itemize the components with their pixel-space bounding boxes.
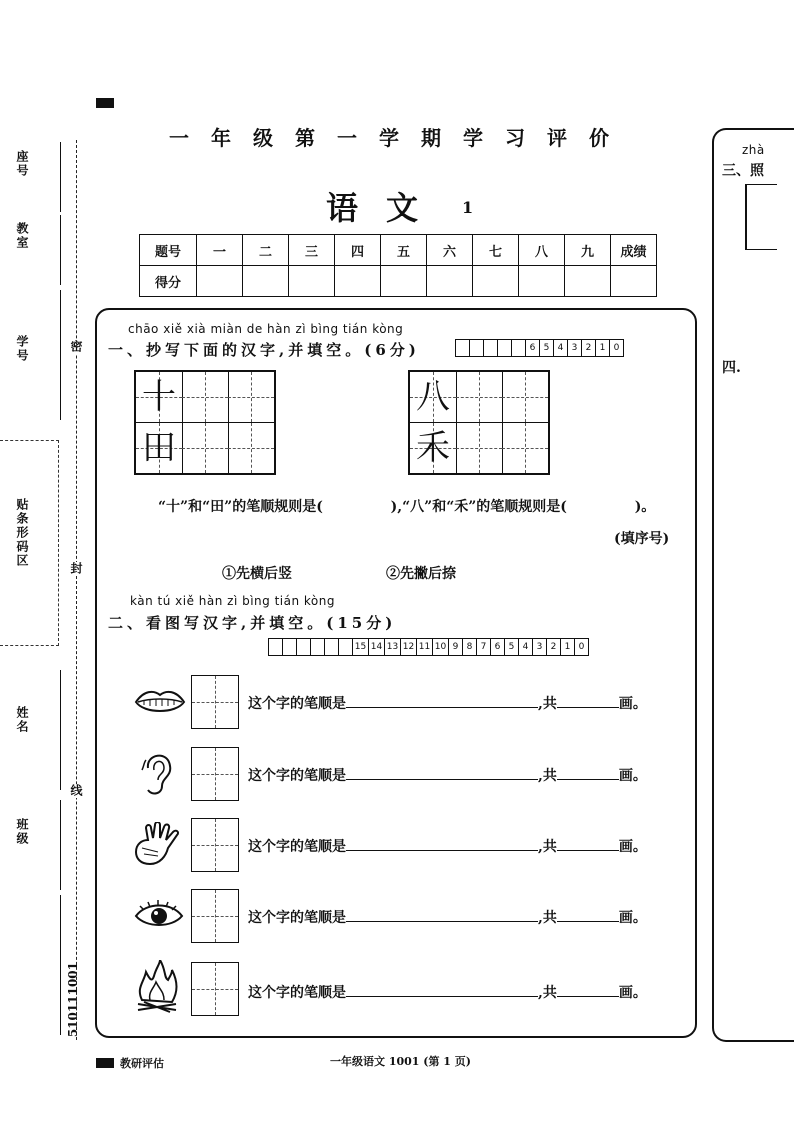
q1-grid-right xyxy=(408,370,550,475)
score-col-total: 成绩 xyxy=(611,235,657,266)
grid-cell[interactable] xyxy=(228,423,274,473)
stroke-order-blank[interactable] xyxy=(346,996,538,997)
q1-sentence-part2: ),“八”和“禾”的笔顺规则是( xyxy=(390,499,567,515)
q1-score-box[interactable]: 6 xyxy=(526,340,540,356)
footer-mark xyxy=(96,1058,114,1068)
classroom-label: 教室 xyxy=(15,222,29,250)
q1-score-box[interactable] xyxy=(512,340,526,356)
q2-score-box[interactable]: 6 xyxy=(491,639,505,655)
binding-line-name xyxy=(60,670,61,790)
q2-score-box[interactable]: 14 xyxy=(369,639,385,655)
score-col-3: 三 xyxy=(289,235,335,266)
q1-pinyin: chāo xiě xià miàn de hàn zì bìng tián kòng xyxy=(128,322,404,336)
seal-mark-2: 封 xyxy=(69,562,83,576)
stroke-count-blank[interactable] xyxy=(557,996,619,997)
grid-cell-sample xyxy=(410,372,457,423)
q1-score-box[interactable] xyxy=(484,340,498,356)
binding-line-serial xyxy=(60,895,61,1035)
q2-score-box[interactable]: 0 xyxy=(578,642,585,652)
right-pinyin-fragment: zhà xyxy=(742,143,765,157)
q2-score-box[interactable] xyxy=(339,639,353,655)
grid-cell-sample xyxy=(136,372,183,423)
grid-cell[interactable] xyxy=(502,423,548,473)
binding-line-id xyxy=(60,290,61,420)
q1-score-box[interactable]: 1 xyxy=(596,340,610,356)
q2-write-box-5[interactable] xyxy=(191,962,239,1016)
q2-row-prefix: 这个字的笔顺是 xyxy=(248,696,346,712)
serial-number: 510111001 xyxy=(66,962,80,1038)
q2-score-box[interactable]: 11 xyxy=(417,639,433,655)
q1-grid-left xyxy=(134,370,276,475)
score-cell[interactable] xyxy=(519,266,565,297)
q2-row-mid: ,共 xyxy=(538,696,557,712)
q2-write-box-1[interactable] xyxy=(191,675,239,729)
q2-pinyin: kàn tú xiě hàn zì bìng tián kòng xyxy=(130,594,335,608)
binding-line-class xyxy=(60,800,61,890)
q2-row-suffix: 画。 xyxy=(618,839,647,855)
right-q3-box xyxy=(745,184,777,250)
q2-score-box[interactable]: 1 xyxy=(561,639,575,655)
q1-score-box[interactable] xyxy=(470,340,484,356)
fire-icon xyxy=(134,960,180,1014)
score-col-6: 六 xyxy=(427,235,473,266)
score-cell[interactable] xyxy=(473,266,519,297)
q1-score-box[interactable]: 3 xyxy=(568,340,582,356)
q2-score-box[interactable] xyxy=(325,639,339,655)
q2-score-box[interactable]: 7 xyxy=(477,639,491,655)
q2-write-box-3[interactable] xyxy=(191,818,239,872)
q1-sentence-part3: )。 xyxy=(634,499,656,515)
q1-option-2: ②先撇后捺 xyxy=(386,566,456,582)
q1-score-bar xyxy=(455,339,624,357)
seal-mark-3: 线 xyxy=(69,784,83,798)
score-col-5: 五 xyxy=(381,235,427,266)
class-label: 班级 xyxy=(15,818,29,846)
sample-char-he: 禾 xyxy=(416,428,450,468)
registration-mark xyxy=(96,98,114,108)
grid-cell-sample xyxy=(410,423,457,473)
q2-score-box[interactable]: 2 xyxy=(547,639,561,655)
q2-row-suffix: 画。 xyxy=(618,696,647,712)
q2-score-box[interactable]: 13 xyxy=(385,639,401,655)
q1-score-box[interactable] xyxy=(498,340,512,356)
q2-row-mid: ,共 xyxy=(538,910,557,926)
q2-score-box[interactable]: 8 xyxy=(463,639,477,655)
page-title: 一年级第一学期学习评价 xyxy=(169,126,631,150)
barcode-label: 贴条形码区 xyxy=(15,498,29,568)
q2-score-box[interactable] xyxy=(283,639,297,655)
sample-char-ba: 八 xyxy=(416,377,450,417)
q2-row-4 xyxy=(248,907,647,927)
q2-score-box[interactable] xyxy=(269,639,283,655)
score-col-2: 二 xyxy=(243,235,289,266)
q2-score-box[interactable]: 12 xyxy=(401,639,417,655)
score-col-8: 八 xyxy=(519,235,565,266)
stroke-count-blank[interactable] xyxy=(557,779,619,780)
score-cell[interactable] xyxy=(289,266,335,297)
score-col-9: 九 xyxy=(565,235,611,266)
q2-write-box-4[interactable] xyxy=(191,889,239,943)
q2-title: 二、看图写汉字,并填空。(15分) xyxy=(108,614,397,632)
q1-score-box[interactable]: 0 xyxy=(613,343,620,353)
q2-row-1 xyxy=(248,693,647,713)
score-table-header-label: 题号 xyxy=(140,235,197,266)
q2-row-mid: ,共 xyxy=(538,839,557,855)
q2-row-2 xyxy=(248,765,647,785)
q2-score-box[interactable]: 4 xyxy=(519,639,533,655)
score-cell[interactable] xyxy=(565,266,611,297)
q1-score-box[interactable] xyxy=(456,340,470,356)
q2-score-box[interactable]: 3 xyxy=(533,639,547,655)
next-page-frame xyxy=(712,128,794,1042)
stroke-count-blank[interactable] xyxy=(557,850,619,851)
subject-title: 语文 xyxy=(326,189,447,227)
q2-row-mid: ,共 xyxy=(538,768,557,784)
q2-row-prefix: 这个字的笔顺是 xyxy=(248,768,346,784)
q1-sentence-part1: “十”和“田”的笔顺规则是( xyxy=(158,499,323,515)
q2-score-box[interactable]: 15 xyxy=(353,639,369,655)
q1-score-box[interactable]: 5 xyxy=(540,340,554,356)
score-cell[interactable] xyxy=(335,266,381,297)
q2-score-box[interactable]: 10 xyxy=(433,639,449,655)
grid-cell-sample xyxy=(136,423,183,473)
score-cell[interactable] xyxy=(197,266,243,297)
student-id-label: 学号 xyxy=(15,335,29,363)
q2-row-3 xyxy=(248,836,647,856)
seal-line xyxy=(76,140,77,1040)
sample-char-tian: 田 xyxy=(142,428,176,468)
score-row-label: 得分 xyxy=(140,266,197,297)
q2-row-suffix: 画。 xyxy=(618,910,647,926)
mouth-icon xyxy=(134,686,186,718)
grid-cell[interactable] xyxy=(502,372,548,423)
grid-cell[interactable] xyxy=(182,423,229,473)
grid-cell[interactable] xyxy=(182,372,229,423)
ear-icon xyxy=(140,748,176,798)
stroke-order-blank[interactable] xyxy=(346,850,538,851)
binding-line-seat xyxy=(60,142,61,212)
sample-char-shi: 十 xyxy=(142,377,176,417)
right-q4-fragment: 四. xyxy=(722,360,741,376)
name-label: 姓名 xyxy=(15,706,29,734)
binding-line-classroom xyxy=(60,215,61,285)
q1-score-box[interactable]: 2 xyxy=(582,340,596,356)
q1-title: 一、抄写下面的汉字,并填空。(6分) xyxy=(108,341,420,359)
stroke-order-blank[interactable] xyxy=(346,921,538,922)
grid-cell[interactable] xyxy=(456,372,503,423)
seal-mark-1: 密 xyxy=(69,340,83,354)
q1-hint: (填序号) xyxy=(614,531,670,547)
score-cell[interactable] xyxy=(427,266,473,297)
score-table xyxy=(139,234,657,297)
seat-label: 座号 xyxy=(15,150,29,178)
right-q3-fragment: 三、照 xyxy=(722,163,764,179)
q2-score-box[interactable]: 9 xyxy=(449,639,463,655)
stroke-order-blank[interactable] xyxy=(346,707,538,708)
q2-row-prefix: 这个字的笔顺是 xyxy=(248,839,346,855)
score-col-1: 一 xyxy=(197,235,243,266)
q2-row-prefix: 这个字的笔顺是 xyxy=(248,910,346,926)
grid-cell[interactable] xyxy=(456,423,503,473)
q2-row-prefix: 这个字的笔顺是 xyxy=(248,985,346,1001)
q2-score-box[interactable] xyxy=(311,639,325,655)
q2-row-5 xyxy=(248,982,647,1002)
q2-score-bar xyxy=(268,638,589,656)
q2-write-box-2[interactable] xyxy=(191,747,239,801)
stroke-order-blank[interactable] xyxy=(346,779,538,780)
q2-row-mid: ,共 xyxy=(538,985,557,1001)
q2-row-suffix: 画。 xyxy=(618,768,647,784)
score-cell[interactable] xyxy=(381,266,427,297)
hand-icon xyxy=(132,822,186,868)
footer-page-info: 一年级语文 1001 (第 1 页) xyxy=(330,1055,471,1068)
footer-publisher: 教研评估 xyxy=(120,1057,164,1070)
score-cell[interactable] xyxy=(611,266,657,297)
score-col-7: 七 xyxy=(473,235,519,266)
score-col-4: 四 xyxy=(335,235,381,266)
q1-sentence xyxy=(158,496,655,516)
stroke-count-blank[interactable] xyxy=(557,707,619,708)
eye-icon xyxy=(134,898,184,932)
grid-cell[interactable] xyxy=(228,372,274,423)
q2-score-box[interactable]: 5 xyxy=(505,639,519,655)
volume-number: 1 xyxy=(462,198,474,217)
q1-score-box[interactable]: 4 xyxy=(554,340,568,356)
q2-score-box[interactable] xyxy=(297,639,311,655)
q1-option-1: ①先横后竖 xyxy=(222,566,292,582)
score-cell[interactable] xyxy=(243,266,289,297)
stroke-count-blank[interactable] xyxy=(557,921,619,922)
q2-row-suffix: 画。 xyxy=(618,985,647,1001)
